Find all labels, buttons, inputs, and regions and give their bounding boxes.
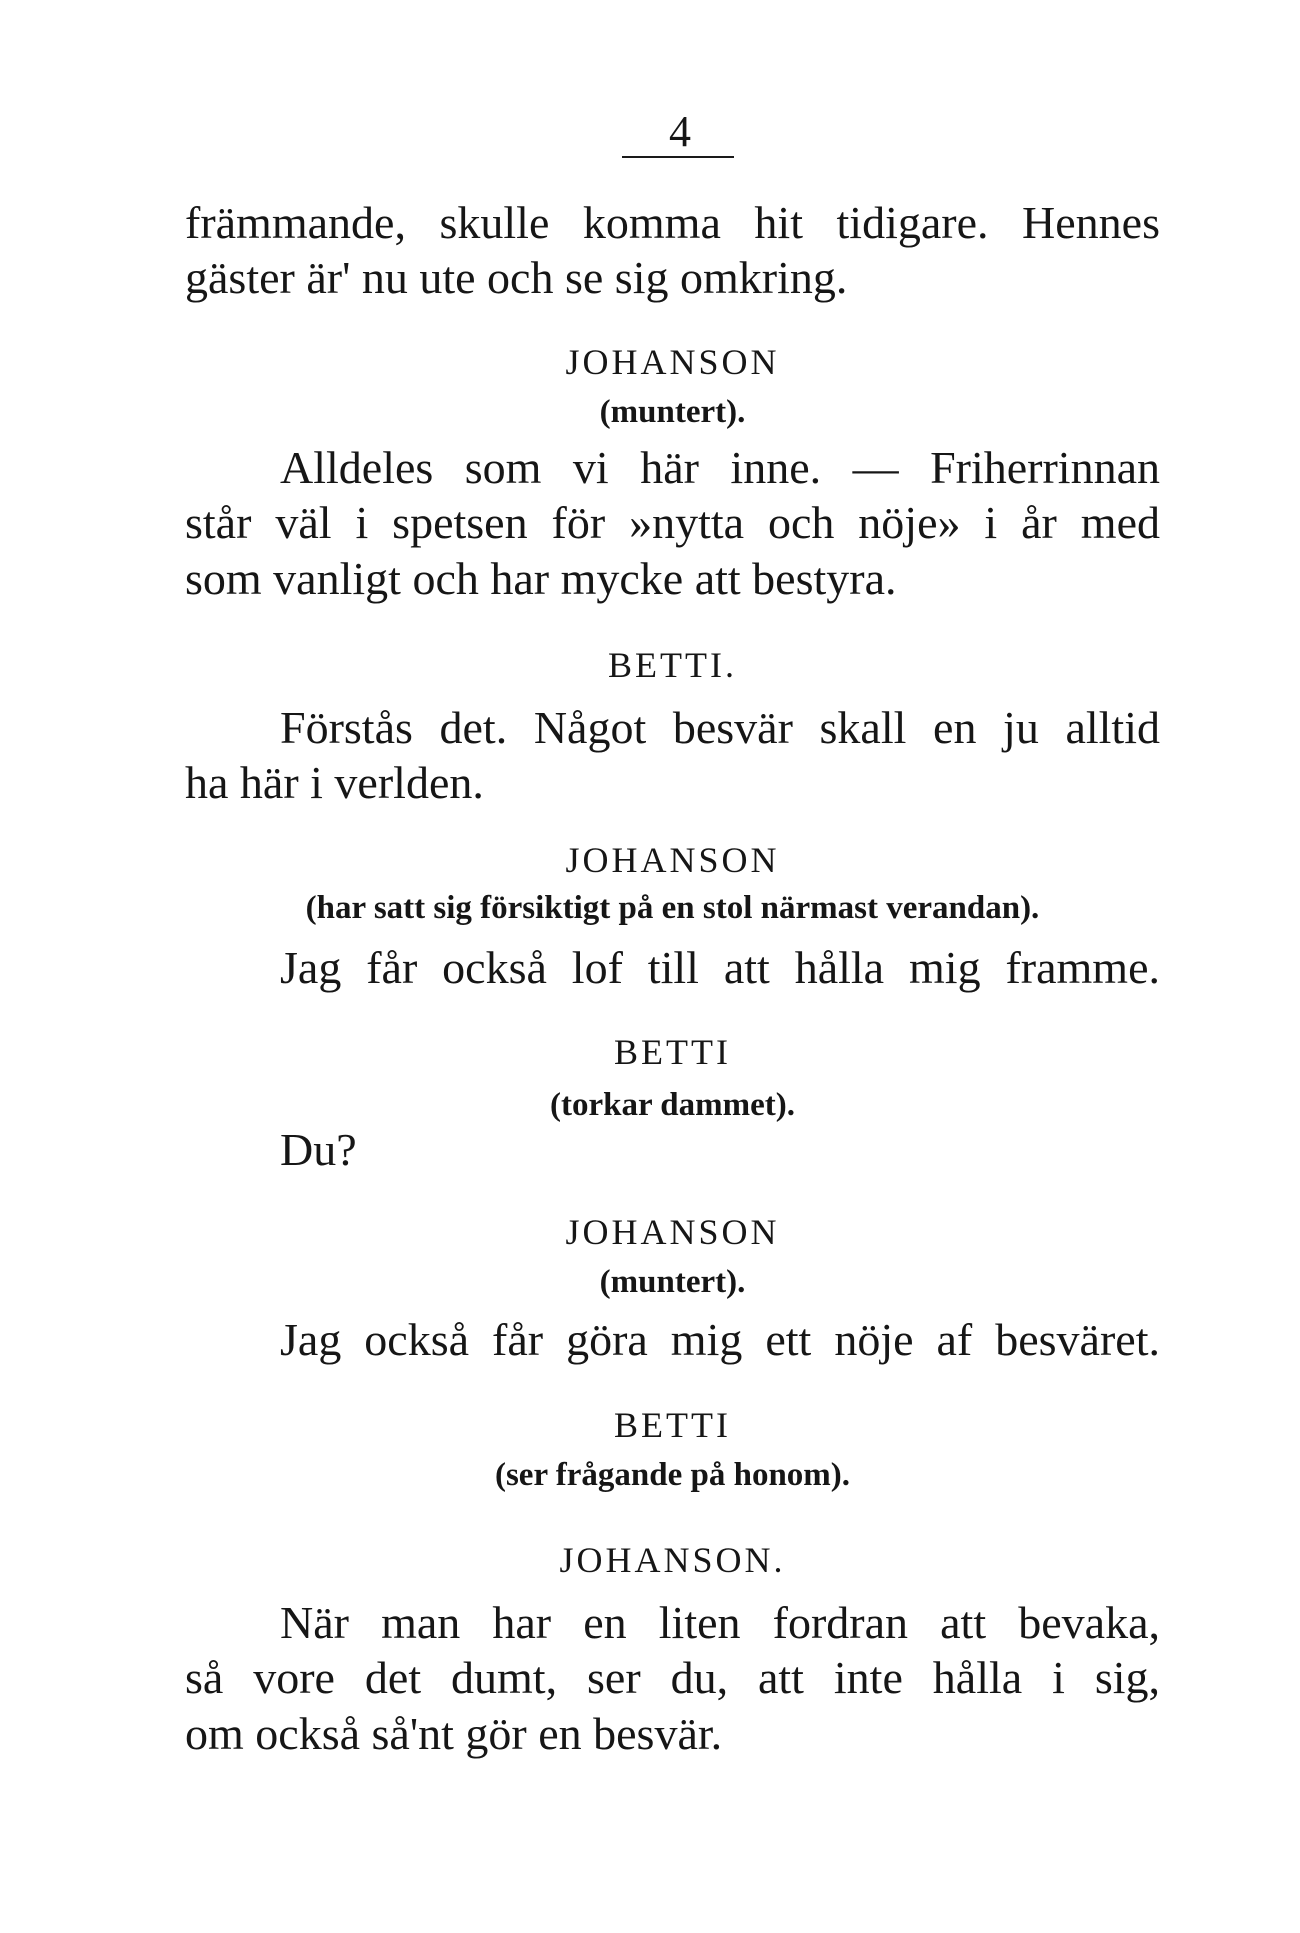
text-line: Förstås det. Något besvär skall en ju alltid	[280, 702, 1160, 753]
text-line: gäster är' nu ute och se sig omkring.	[185, 252, 848, 303]
text-line: så vore det dumt, ser du, att inte hålla i sig,	[185, 1652, 1160, 1703]
speaker-name: JOHANSON	[565, 840, 780, 880]
text-line: ha här i verlden.	[185, 757, 484, 808]
stage-direction: (muntert).	[599, 394, 746, 430]
page-number-rule	[622, 156, 734, 158]
speaker-name: BETTI	[614, 1032, 731, 1072]
speaker-name: JOHANSON	[565, 1212, 780, 1252]
text-line: står väl i spetsen för »nytta och nöje» i år med	[185, 497, 1160, 548]
text-line: Jag får också lof till att hålla mig framme.	[280, 942, 1160, 993]
stage-direction: (muntert).	[599, 1264, 746, 1300]
speaker-name: BETTI	[614, 1405, 731, 1445]
text-line: Jag också får göra mig ett nöje af besväret.	[280, 1314, 1160, 1365]
stage-direction: (torkar dammet).	[550, 1087, 795, 1123]
stage-direction: (ser frågande på honom).	[494, 1457, 851, 1493]
text-line: främmande, skulle komma hit tidigare. Hennes	[185, 197, 1160, 248]
text-line: Alldeles som vi här inne. — Friherrinnan	[280, 442, 1160, 493]
page-number: 4	[669, 107, 691, 156]
text-line: som vanligt och har mycke att bestyra.	[185, 553, 897, 604]
stage-direction: (har satt sig försiktigt på en stol närmast verandan).	[305, 890, 1040, 926]
text-line: När man har en liten fordran att bevaka,	[280, 1597, 1160, 1648]
speaker-name: BETTI.	[608, 645, 737, 685]
text-line: Du?	[280, 1124, 357, 1175]
text-line: om också så'nt gör en besvär.	[185, 1708, 723, 1759]
speaker-name: JOHANSON.	[559, 1540, 786, 1580]
speaker-name: JOHANSON	[565, 342, 780, 382]
